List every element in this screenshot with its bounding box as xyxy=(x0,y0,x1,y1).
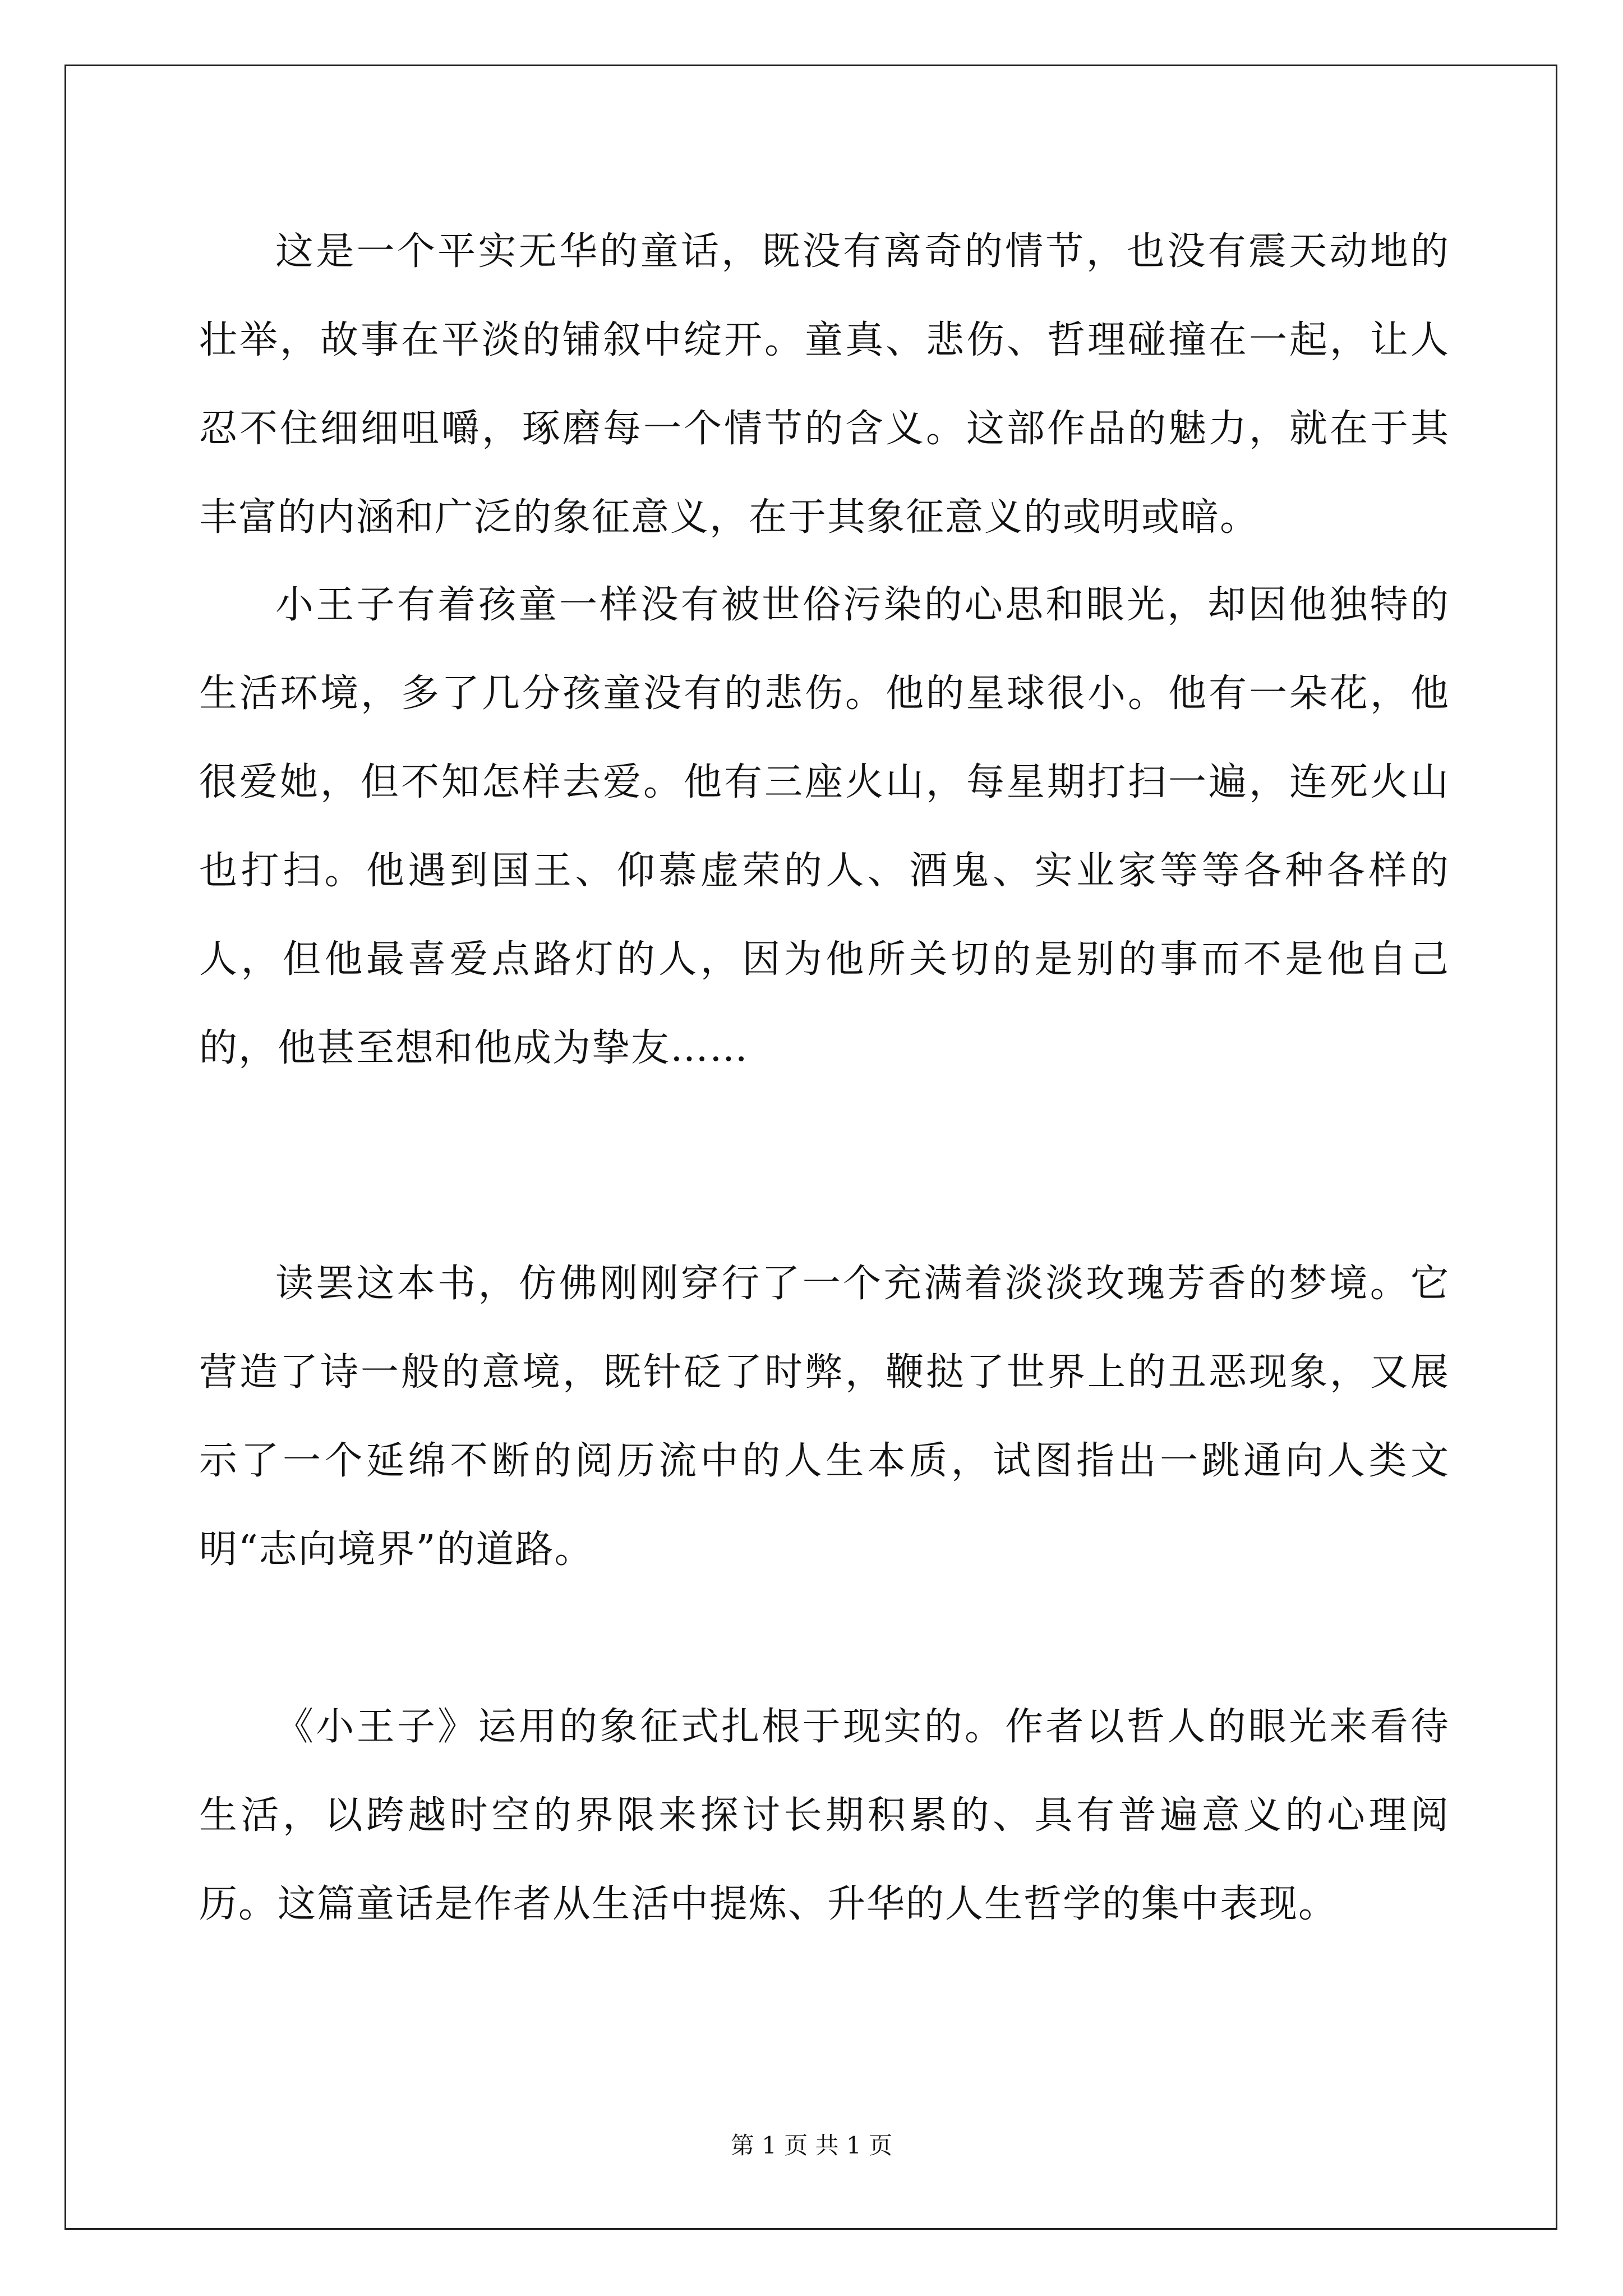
paragraph-4: 《小王子》运用的象征式扎根于现实的。作者以哲人的眼光来看待生活，以跨越时空的界限来探讨长期积累的、具有普遍意义的心理阅历。这篇童话是作者从生活中提炼、升华的人生哲学的集中表现。 xyxy=(199,1705,1450,1926)
paragraph-2: 小王子有着孩童一样没有被世俗污染的心思和眼光，却因他独特的生活环境，多了几分孩童没有的悲伤。他的星球很小。他有一朵花，他很爱她，但不知怎样去爱。他有三座火山，每星期打扫一遍，连死火山也打扫。他遇到国王、仰慕虚荣的人、酒鬼、实业家等等各种各样的人，但他最喜爱点路灯的人，因为他所关切的是别的事而不是他自己的，他甚至想和他成为挚友…… xyxy=(199,583,1450,1070)
paragraph-1: 这是一个平实无华的童话，既没有离奇的情节，也没有震天动地的壮举，故事在平淡的铺叙中绽开。童真、悲伤、哲理碰撞在一起，让人忍不住细细咀嚼，琢磨每一个情节的含义。这部作品的魅力，就在于其丰富的内涵和广泛的象征意义，在于其象征意义的或明或暗。 xyxy=(199,229,1450,540)
paragraph-3: 读罢这本书，仿佛刚刚穿行了一个充满着淡淡玫瑰芳香的梦境。它营造了诗一般的意境，既针砭了时弊，鞭挞了世界上的丑恶现象，又展示了一个延绵不断的阅历流中的人生本质，试图指出一跳通向人类文明“志向境界”的道路。 xyxy=(199,1262,1450,1572)
page-number-footer: 第 1 页 共 1 页 xyxy=(730,2132,893,2159)
